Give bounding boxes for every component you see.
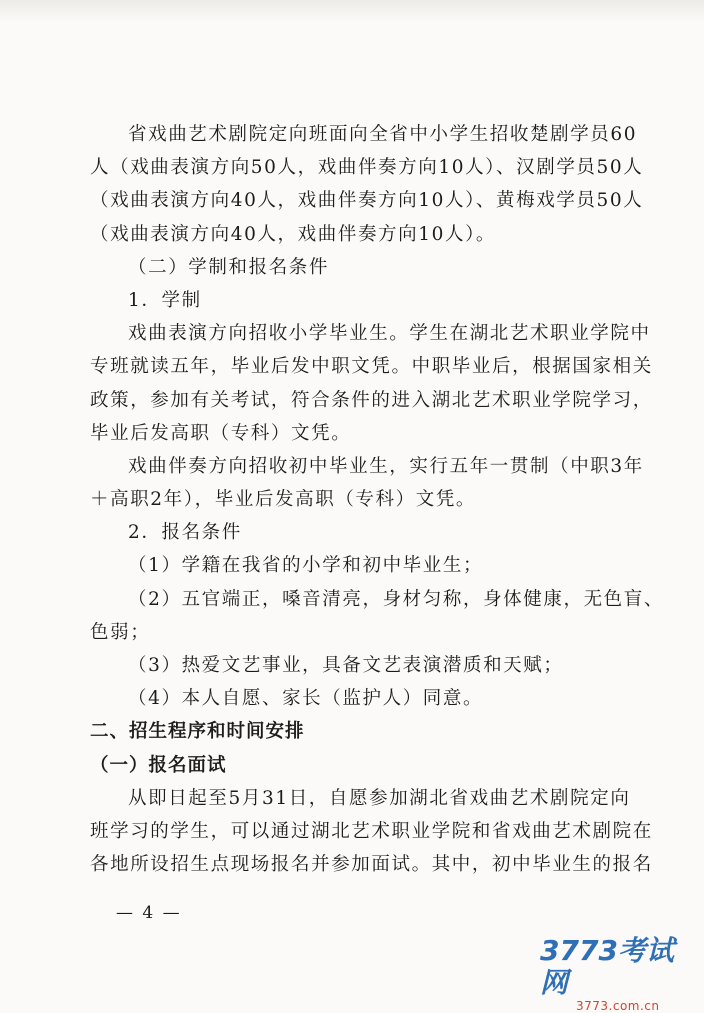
watermark-logo <box>540 935 690 999</box>
site-watermark <box>540 934 690 1013</box>
list-item: （1）学籍在我省的小学和初中毕业生； <box>128 555 484 577</box>
paragraph-line: 各地所设招生点现场报名并参加面试。其中，初中毕业生的报名 <box>90 854 653 876</box>
list-item: （3）热爱文艺事业，具备文艺表演潜质和天赋； <box>128 655 564 676</box>
watermark-logo-number: 3773 <box>540 934 618 967</box>
list-item: （2）五官端正，嗓音清亮，身材匀称，身体健康，无色盲、 <box>128 588 664 610</box>
list-item-continued: 色弱； <box>90 621 151 643</box>
section-subheading: （一）报名面试 <box>90 754 227 776</box>
scan-top-edge <box>0 0 704 22</box>
list-item: （4）本人自愿、家长（监护人）同意。 <box>128 688 484 710</box>
paragraph-line: 戏曲表演方向招收小学毕业生。学生在湖北艺术职业学院中 <box>128 323 651 345</box>
paragraph-line: ＋高职2年），毕业后发高职（专科）文凭。 <box>90 489 477 511</box>
paragraph-line: 省戏曲艺术剧院定向班面向全省中小学生招收楚剧学员60 <box>128 124 638 145</box>
paragraph-line: 班学习的学生，可以通过湖北艺术职业学院和省戏曲艺术剧院在 <box>90 820 653 842</box>
section-heading: 二、招生程序和时间安排 <box>90 721 305 743</box>
paragraph-line: 戏曲伴奏方向招收初中毕业生，实行五年一贯制（中职3年 <box>128 455 644 477</box>
paragraph-line: 专班就读五年，毕业后发中职文凭。中职毕业后，根据国家相关 <box>90 356 653 378</box>
paragraph-line: 毕业后发高职（专科）文凭。 <box>90 422 352 444</box>
document-body <box>90 118 664 881</box>
paragraph-line: （戏曲表演方向40人，戏曲伴奏方向10人）、黄梅戏学员50人 <box>90 190 644 212</box>
item-heading: 1．学制 <box>128 289 202 311</box>
paragraph-line: 从即日起至5月31日，自愿参加湖北省戏曲艺术剧院定向 <box>128 787 631 809</box>
watermark-url: 3773.com.cn <box>576 999 660 1013</box>
page-number: — 4 — <box>116 903 182 923</box>
item-heading: 2．报名条件 <box>128 522 242 544</box>
paragraph-line: 政策，参加有关考试，符合条件的进入湖北艺术职业学院学习， <box>90 389 653 411</box>
paragraph-line: 人（戏曲表演方向50人，戏曲伴奏方向10人）、汉剧学员50人 <box>90 157 644 179</box>
section-subheading: （二）学制和报名条件 <box>128 256 330 278</box>
watermark-logo-text: 考试网 <box>540 934 674 999</box>
paragraph-line: （戏曲表演方向40人，戏曲伴奏方向10人）。 <box>90 223 497 245</box>
